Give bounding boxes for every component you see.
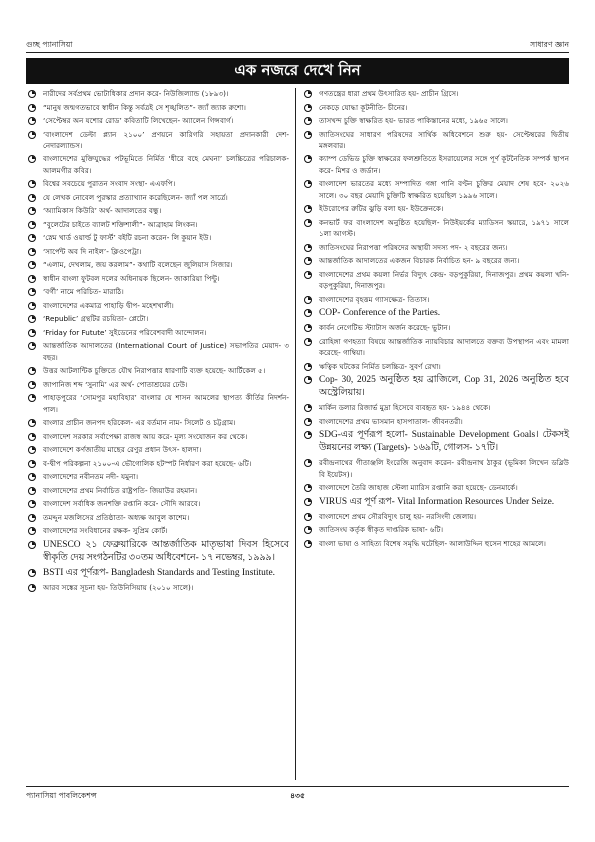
fact-text: বাংলাদেশ সর্বাধিক জনশক্তি রপ্তানি করে- সৌদি আরবে। [43, 499, 201, 509]
half-circle-bullet-icon [28, 381, 36, 389]
half-circle-bullet-icon [304, 219, 312, 227]
half-circle-bullet-icon [28, 541, 36, 549]
half-circle-bullet-icon [28, 302, 36, 310]
half-circle-bullet-icon [304, 376, 312, 384]
fact-text: “মানুষ জন্মগতভাবে স্বাধীন কিন্তু সর্বত্রই সে শৃঙ্খলিত”- জ্যাঁ জ্যাক রুশো। [43, 102, 246, 112]
fact-item [26, 392, 289, 415]
fact-item [302, 153, 569, 176]
half-circle-bullet-icon [28, 288, 36, 296]
half-circle-bullet-icon [28, 460, 36, 468]
half-circle-bullet-icon [28, 394, 36, 402]
fact-text: জাপানিজ শব্দ ‘সুনামি’ এর অর্থ- পোতাশ্রয়ের ঢেউ। [43, 379, 188, 389]
page-number: ৪৩৫ [290, 791, 305, 800]
half-circle-bullet-icon [304, 309, 312, 317]
half-circle-bullet-icon [304, 131, 312, 139]
fact-item [26, 327, 289, 338]
fact-item [302, 524, 569, 535]
fact-text: বাংলাদেশে কর্ণজাতীয় মাছের রেণুর প্রধান উৎস- হালদা। [43, 445, 202, 455]
half-circle-bullet-icon [304, 526, 312, 534]
fact-item [26, 192, 289, 203]
fact-item [302, 416, 569, 427]
half-circle-bullet-icon [304, 338, 312, 346]
fact-text: ক্যাম্প ডেভিড চুক্তি স্বাক্ষরের ফলশ্রুতিতে ইসরায়েলের সঙ্গে পূর্ণ কূটনৈতিক সম্পর্ক স্থাপন করে- মিশর ও জর্ডান। [319, 154, 569, 175]
left-column [26, 88, 289, 595]
half-circle-bullet-icon [28, 90, 36, 98]
half-circle-bullet-icon [28, 446, 36, 454]
fact-item [26, 129, 289, 152]
fact-item [26, 273, 289, 284]
fact-text: নেকড়ে যোদ্ধা কূটনীতি- চীনের। [319, 102, 408, 112]
fact-item [26, 525, 289, 536]
half-circle-bullet-icon [28, 248, 36, 256]
fact-text: জাতিসংঘের সাধারণ পরিষদের সার্থিক অধিবেশনে শুরু হয়- সেপ্টেম্বরের দ্বিতীয় মঙ্গলবার। [319, 129, 569, 150]
fact-text: রোহিঙ্গা গণহত্যা বিষয়ে আন্তর্জাতিক ন্যায়বিচার আদালতে বক্তব্য উপস্থাপন এবং মামলা করেছে- গাম্বিয়া। [319, 336, 569, 358]
fact-text: তাসখন্দ চুক্তি স্বাক্ষরিত হয়- ভারত পাকিস্তানের মধ্যে, ১৯৬৫ সালে। [319, 116, 508, 125]
fact-text: বাংলার প্রাচীন জনপদ হরিকেল- এর বর্তমান নাম- সিলেট ও চট্টগ্রাম। [43, 418, 236, 428]
fact-item [26, 286, 289, 297]
fact-text: নারীদের সর্বপ্রথম ভোটাধিকার প্রদান করে- নিউজিল্যান্ড (১৮৯৩)। [43, 89, 229, 98]
half-circle-bullet-icon [28, 487, 36, 495]
half-circle-bullet-icon [304, 244, 312, 252]
fact-item [26, 431, 289, 442]
fact-text: বাংলাদেশের প্রথম নির্বাচিত রাষ্ট্রপতি- জিয়াউর রহমান। [43, 485, 198, 495]
half-circle-bullet-icon [304, 404, 312, 412]
right-fact-list [302, 88, 569, 549]
fact-item [26, 102, 289, 113]
fact-text: UNESCO ২১ ফেব্রুয়ারিকে আন্তর্জাতিক মাতৃভাষা দিবস হিসেবে স্বীকৃতি দেয় সংগঠনটির ৩০তম অধিবেশনে- ১৭ নভেম্বর, ১৯৯৯। [43, 539, 289, 563]
half-circle-bullet-icon [304, 324, 312, 332]
fact-item [302, 129, 569, 152]
footer-rule [26, 786, 569, 787]
half-circle-bullet-icon [28, 569, 36, 577]
fact-text: বাংলাদেশের একমাত্র পাহাড়ি দ্বীপ- মহেশখালী। [43, 300, 174, 310]
fact-item [302, 402, 569, 413]
page-title: এক নজরে দেখে নিন [234, 60, 361, 79]
fact-item [26, 232, 289, 243]
fact-item [26, 259, 289, 270]
fact-item [26, 178, 289, 189]
half-circle-bullet-icon [28, 367, 36, 375]
fact-text: বাংলাদেশ সরকার সর্বাপেক্ষা রাজস্ব আয় করে- মূল্য সংযোজন কর থেকে। [43, 431, 248, 441]
fact-text: ‘বর্গী’ নামে পরিচিত- মারাঠি। [43, 287, 124, 297]
fact-item [302, 496, 569, 509]
fact-text: জাতিসংঘের নিরাপত্তা পরিষদের অস্থায়ী সদস্য পদ- ২ বছরের জন্য। [319, 242, 508, 252]
fact-text: আন্তর্জাতিক আদালতের একজন বিচারক নির্বাচিত হন- ৯ বছরের জন্য। [319, 256, 520, 266]
fact-item [26, 300, 289, 311]
fact-item [302, 88, 569, 99]
page-header [26, 39, 569, 51]
fact-item [302, 269, 569, 292]
fact-item [26, 115, 289, 126]
fact-item [302, 115, 569, 126]
header-left-text: গুচ্ছ প্যানাসিয়া [26, 40, 73, 49]
fact-item [302, 482, 569, 493]
fact-text: VIRUS এর পূর্ণ রূপ- Vital Information Resources Under Seize. [319, 496, 555, 507]
half-circle-bullet-icon [28, 221, 36, 229]
header-right-text: সাধারণ জ্ঞান [530, 40, 569, 49]
fact-text: ‘Friday for Futute’ সুইডেনের পরিবেশবাদী আন্দোলন। [43, 327, 207, 337]
fact-text: “এলাম, দেখলাম, জয় করলাম”- কথাটি বলেছেন জুলিয়াস সিজার। [43, 260, 233, 270]
fact-text: কনভার্ট ফর বাংলাদেশ অনুষ্ঠিত হয়েছিল- নিউইয়র্কের ম্যাডিসন স্কয়ারে, ১৯৭১ সালে ১লা আগস্ট। [319, 217, 569, 239]
half-circle-bullet-icon [28, 194, 36, 202]
right-column [302, 88, 569, 551]
fact-text: “বুলেটের চাইতে ব্যালট শক্তিশালী”- আব্রাহাম লিংকন। [43, 219, 198, 229]
fact-text: কার্বন নেগেটিভ স্ট্যাটাস অর্জন করেছে- ভুটান। [319, 323, 451, 333]
fact-text: আরব সঙ্কের সূচনা হয়- তিউনিসিয়ায় (২০১০ সালে)। [43, 582, 194, 592]
fact-item [26, 498, 289, 509]
fact-item [26, 246, 289, 257]
half-circle-bullet-icon [28, 234, 36, 242]
half-circle-bullet-icon [304, 117, 312, 125]
header-rule [26, 52, 569, 53]
column-divider [295, 88, 296, 780]
half-circle-bullet-icon [28, 275, 36, 283]
half-circle-bullet-icon [304, 180, 312, 188]
fact-text: স্বাধীন বাংলা ফুটবল দলের অধিনায়ক ছিলেন- জাকারিয়া পিন্টু। [43, 273, 220, 283]
half-circle-bullet-icon [304, 271, 312, 279]
fact-item [26, 153, 289, 176]
half-circle-bullet-icon [28, 584, 36, 592]
half-circle-bullet-icon [28, 117, 36, 125]
fact-item [26, 313, 289, 324]
fact-text: আন্তর্জাতিক আদালতের (International Court of Justice) সভাপতির মেয়াদ- ৩ বছর। [43, 341, 289, 362]
half-circle-bullet-icon [28, 131, 36, 139]
fact-text: ‘অ্যামিকাস কিউরি’ অর্থ- আদালতের বন্ধু। [43, 206, 162, 216]
half-circle-bullet-icon [304, 104, 312, 112]
half-circle-bullet-icon [28, 433, 36, 441]
fact-item [302, 102, 569, 113]
half-circle-bullet-icon [28, 419, 36, 427]
half-circle-bullet-icon [28, 155, 36, 163]
half-circle-bullet-icon [28, 180, 36, 188]
title-banner [26, 58, 569, 84]
publisher-name: প্যানাসিয়া পাবলিকেশন্স [26, 791, 97, 800]
fact-text: ‘বাংলাদেশ ডেল্টা প্ল্যান ২১০০’ প্রণয়নে কারিগরি সহায়তা প্রদানকারী দেশ- নেদারল্যান্ডস। [43, 129, 289, 150]
fact-text: ‘Republic’ গ্রন্থটির রচয়িতা- প্লেটো। [43, 314, 149, 324]
fact-item [26, 567, 289, 580]
fact-item [26, 205, 289, 216]
half-circle-bullet-icon [304, 431, 312, 439]
half-circle-bullet-icon [28, 315, 36, 323]
half-circle-bullet-icon [304, 257, 312, 265]
fact-text: ‘সার্পেন্ট অব দি নাইল’- ক্লিওপেট্রা। [43, 246, 142, 256]
fact-item [26, 340, 289, 363]
half-circle-bullet-icon [28, 261, 36, 269]
half-circle-bullet-icon [304, 418, 312, 426]
fact-item [302, 538, 569, 549]
fact-text: Cop- 30, 2025 অনুষ্ঠিত হয় ব্রাজিলে, Cop 31, 2026 অনুষ্ঠিত হবে অস্ট্রেলিয়ায়। [319, 375, 569, 399]
content-columns [26, 88, 569, 780]
fact-text: উত্তর আটলান্টিক চুক্তিতে যৌথ নিরাপত্তার ধারণাটি ব্যক্ত হয়েছে- আর্টিকেল ৫। [43, 366, 266, 376]
half-circle-bullet-icon [304, 513, 312, 521]
half-circle-bullet-icon [28, 473, 36, 481]
half-circle-bullet-icon [304, 498, 312, 506]
fact-text: বাংলাদেশ ভারতের মধ্যে সম্পাদিত গঙ্গা পানি বণ্টন চুক্তির মেয়াদ শেষ হবে- ২০২৬ সালে। ৩০ বছর মেয়াদি চুক্তিটি স্বাক্ষরিত হয়েছিল ১৯৯৬ সালে। [319, 179, 569, 200]
half-circle-bullet-icon [304, 155, 312, 163]
half-circle-bullet-icon [28, 514, 36, 522]
half-circle-bullet-icon [28, 342, 36, 350]
fact-item [26, 417, 289, 428]
fact-text: ব-দ্বীপ পরিকল্পনা ২১০০-এ ভৌগোলিক হটস্পট নির্ধারণ করা হয়েছে- ৬টি। [43, 458, 252, 468]
fact-text: মার্কিন ডলার রিজার্ভ মুদ্রা হিসেবে ব্যবহৃত হয়- ১৯৪৪ থেকে। [319, 403, 491, 413]
fact-text: বাংলাদেশের বৃহত্তম গ্যাসক্ষেত্র- তিতাস। [319, 294, 430, 304]
left-fact-list [26, 88, 289, 593]
fact-item [302, 457, 569, 480]
fact-text: বাংলাদেশের নবীনতম নদী- যমুনা। [43, 472, 139, 482]
fact-text: বাংলাদেশে তৈরি জাহাজ স্টেলা ম্যারিস রপ্তানি করা হয়েছে- ডেনমার্কে। [319, 483, 518, 493]
fact-text: SDG-এর পূর্ণরূপ হলো- Sustainable Development Goals। টেকসই উন্নয়নের লক্ষ্য (Targets)- ১৬৯টি, গোলস- ১৭টি। [319, 430, 569, 454]
fact-item [302, 242, 569, 253]
fact-text: বাংলাদেশের সংবিধানের রক্ষক- সুপ্রিম কোর্ট। [43, 526, 168, 536]
fact-text: COP- Conference of the Parties. [319, 308, 441, 319]
fact-item [302, 336, 569, 359]
fact-text: তমদ্দুন মজলিসের প্রতিষ্ঠাতা- অধ্যক্ষ আবুল কাশেম। [43, 512, 190, 522]
fact-item [26, 88, 289, 99]
fact-text: যে লেখক নোবেল পুরস্কার প্রত্যাখ্যান করেছিলেন- জ্যাঁ পল সার্ত্রে। [43, 192, 228, 202]
fact-item [302, 217, 569, 240]
half-circle-bullet-icon [304, 459, 312, 467]
half-circle-bullet-icon [304, 90, 312, 98]
fact-text: পাহাড়পুরের ‘সোমপুর মহাবিহার’ বাংলার যে শাসন আমলের স্থাপত্য কীর্তির নিদর্শন- পাল। [43, 393, 289, 414]
fact-text: ‘স্নেম খার্ড ওয়ার্ল্ড টু ফার্স্ট’ বইটি রচনা করেন- লি কুয়ান ইউ। [43, 233, 212, 243]
half-circle-bullet-icon [304, 540, 312, 548]
fact-text: রবীন্দ্রনাথের গীতাঞ্জলি ইংরেজি অনুবাদ করেন- রবীন্দ্রনাথ ঠাকুর (ভূমিকা লিখেন ডব্লিউ বি ইয়েটস)। [319, 458, 569, 479]
fact-item [26, 219, 289, 230]
fact-item [26, 444, 289, 455]
half-circle-bullet-icon [304, 296, 312, 304]
fact-item [26, 512, 289, 523]
fact-text: বিশ্বের সবচেয়ে পুরাতন সংবাদ সংস্থা- এএফপি। [43, 179, 176, 189]
fact-text: জাতিসংঘ কর্তৃক স্বীকৃত দাপ্তরিক ভাষা- ৬টি। [319, 525, 444, 535]
fact-item [302, 178, 569, 201]
fact-item [302, 374, 569, 400]
fact-item [26, 458, 289, 469]
fact-text: গণতন্ত্রের ধারা প্রথম উৎসারিত হয়- প্রাচীন গ্রিসে। [319, 89, 459, 98]
page-footer [26, 790, 569, 802]
fact-item [302, 203, 569, 214]
fact-item [26, 365, 289, 376]
fact-item [302, 429, 569, 455]
fact-text: বাংলাদেশের প্রথম ভাসমান হাসপাতাল- জীবনতরী। [319, 416, 463, 426]
fact-item [302, 294, 569, 305]
fact-item [302, 307, 569, 320]
fact-text: বাংলাদেশের প্রথম কয়লা নির্ভর বিদ্যুৎ কেন্দ্র- বড়পুকুরিয়া, দিনাজপুর। প্রথম কয়লা খনি- বড়পুকুরিয়া, দিনাজপুর। [319, 269, 569, 291]
fact-item [302, 322, 569, 333]
fact-text: বাংলা ভাষা ও সাহিত্য বিশেষ সমৃদ্ধি ঘটেছিল- আলাউদ্দিন হুসেন শাহের আমলে। [319, 538, 546, 548]
fact-text: BSTI এর পূর্ণরূপ- Bangladesh Standards and Testing Institute. [43, 567, 275, 578]
half-circle-bullet-icon [28, 329, 36, 337]
fact-item [26, 539, 289, 565]
fact-item [302, 361, 569, 372]
fact-text: বাংলাদেশে প্রথম সৌরবিদ্যুৎ চালু হয়- নরসিংদী জেলায়। [319, 511, 477, 521]
half-circle-bullet-icon [28, 104, 36, 112]
half-circle-bullet-icon [28, 500, 36, 508]
half-circle-bullet-icon [28, 527, 36, 535]
fact-item [26, 582, 289, 593]
fact-item [302, 255, 569, 266]
fact-text: বাংলাদেশের মুক্তিযুদ্ধের পটভূমিতে নির্মিত ‘ধীরে বহে মেঘনা’ চলচ্চিত্রের পরিচালক- আলমগীর কবির। [43, 154, 289, 175]
fact-item [26, 379, 289, 390]
half-circle-bullet-icon [304, 205, 312, 213]
fact-item [302, 511, 569, 522]
fact-text: ‘সেপ্টেম্বর অন যশোর রোড’ কবিতাটি লিখেছেন- অ্যালেন গিন্সবার্গ। [43, 116, 234, 125]
half-circle-bullet-icon [28, 207, 36, 215]
fact-text: ইউরোপের রুটির ঝুড়ি বলা হয়- ইউক্রেনকে। [319, 204, 444, 214]
half-circle-bullet-icon [304, 484, 312, 492]
half-circle-bullet-icon [304, 363, 312, 371]
fact-item [26, 485, 289, 496]
fact-item [26, 471, 289, 482]
fact-text: ঋত্বিক ঘটকের নির্মিত চলচ্চিত্র- সুবর্ণ রেখা। [319, 361, 441, 371]
